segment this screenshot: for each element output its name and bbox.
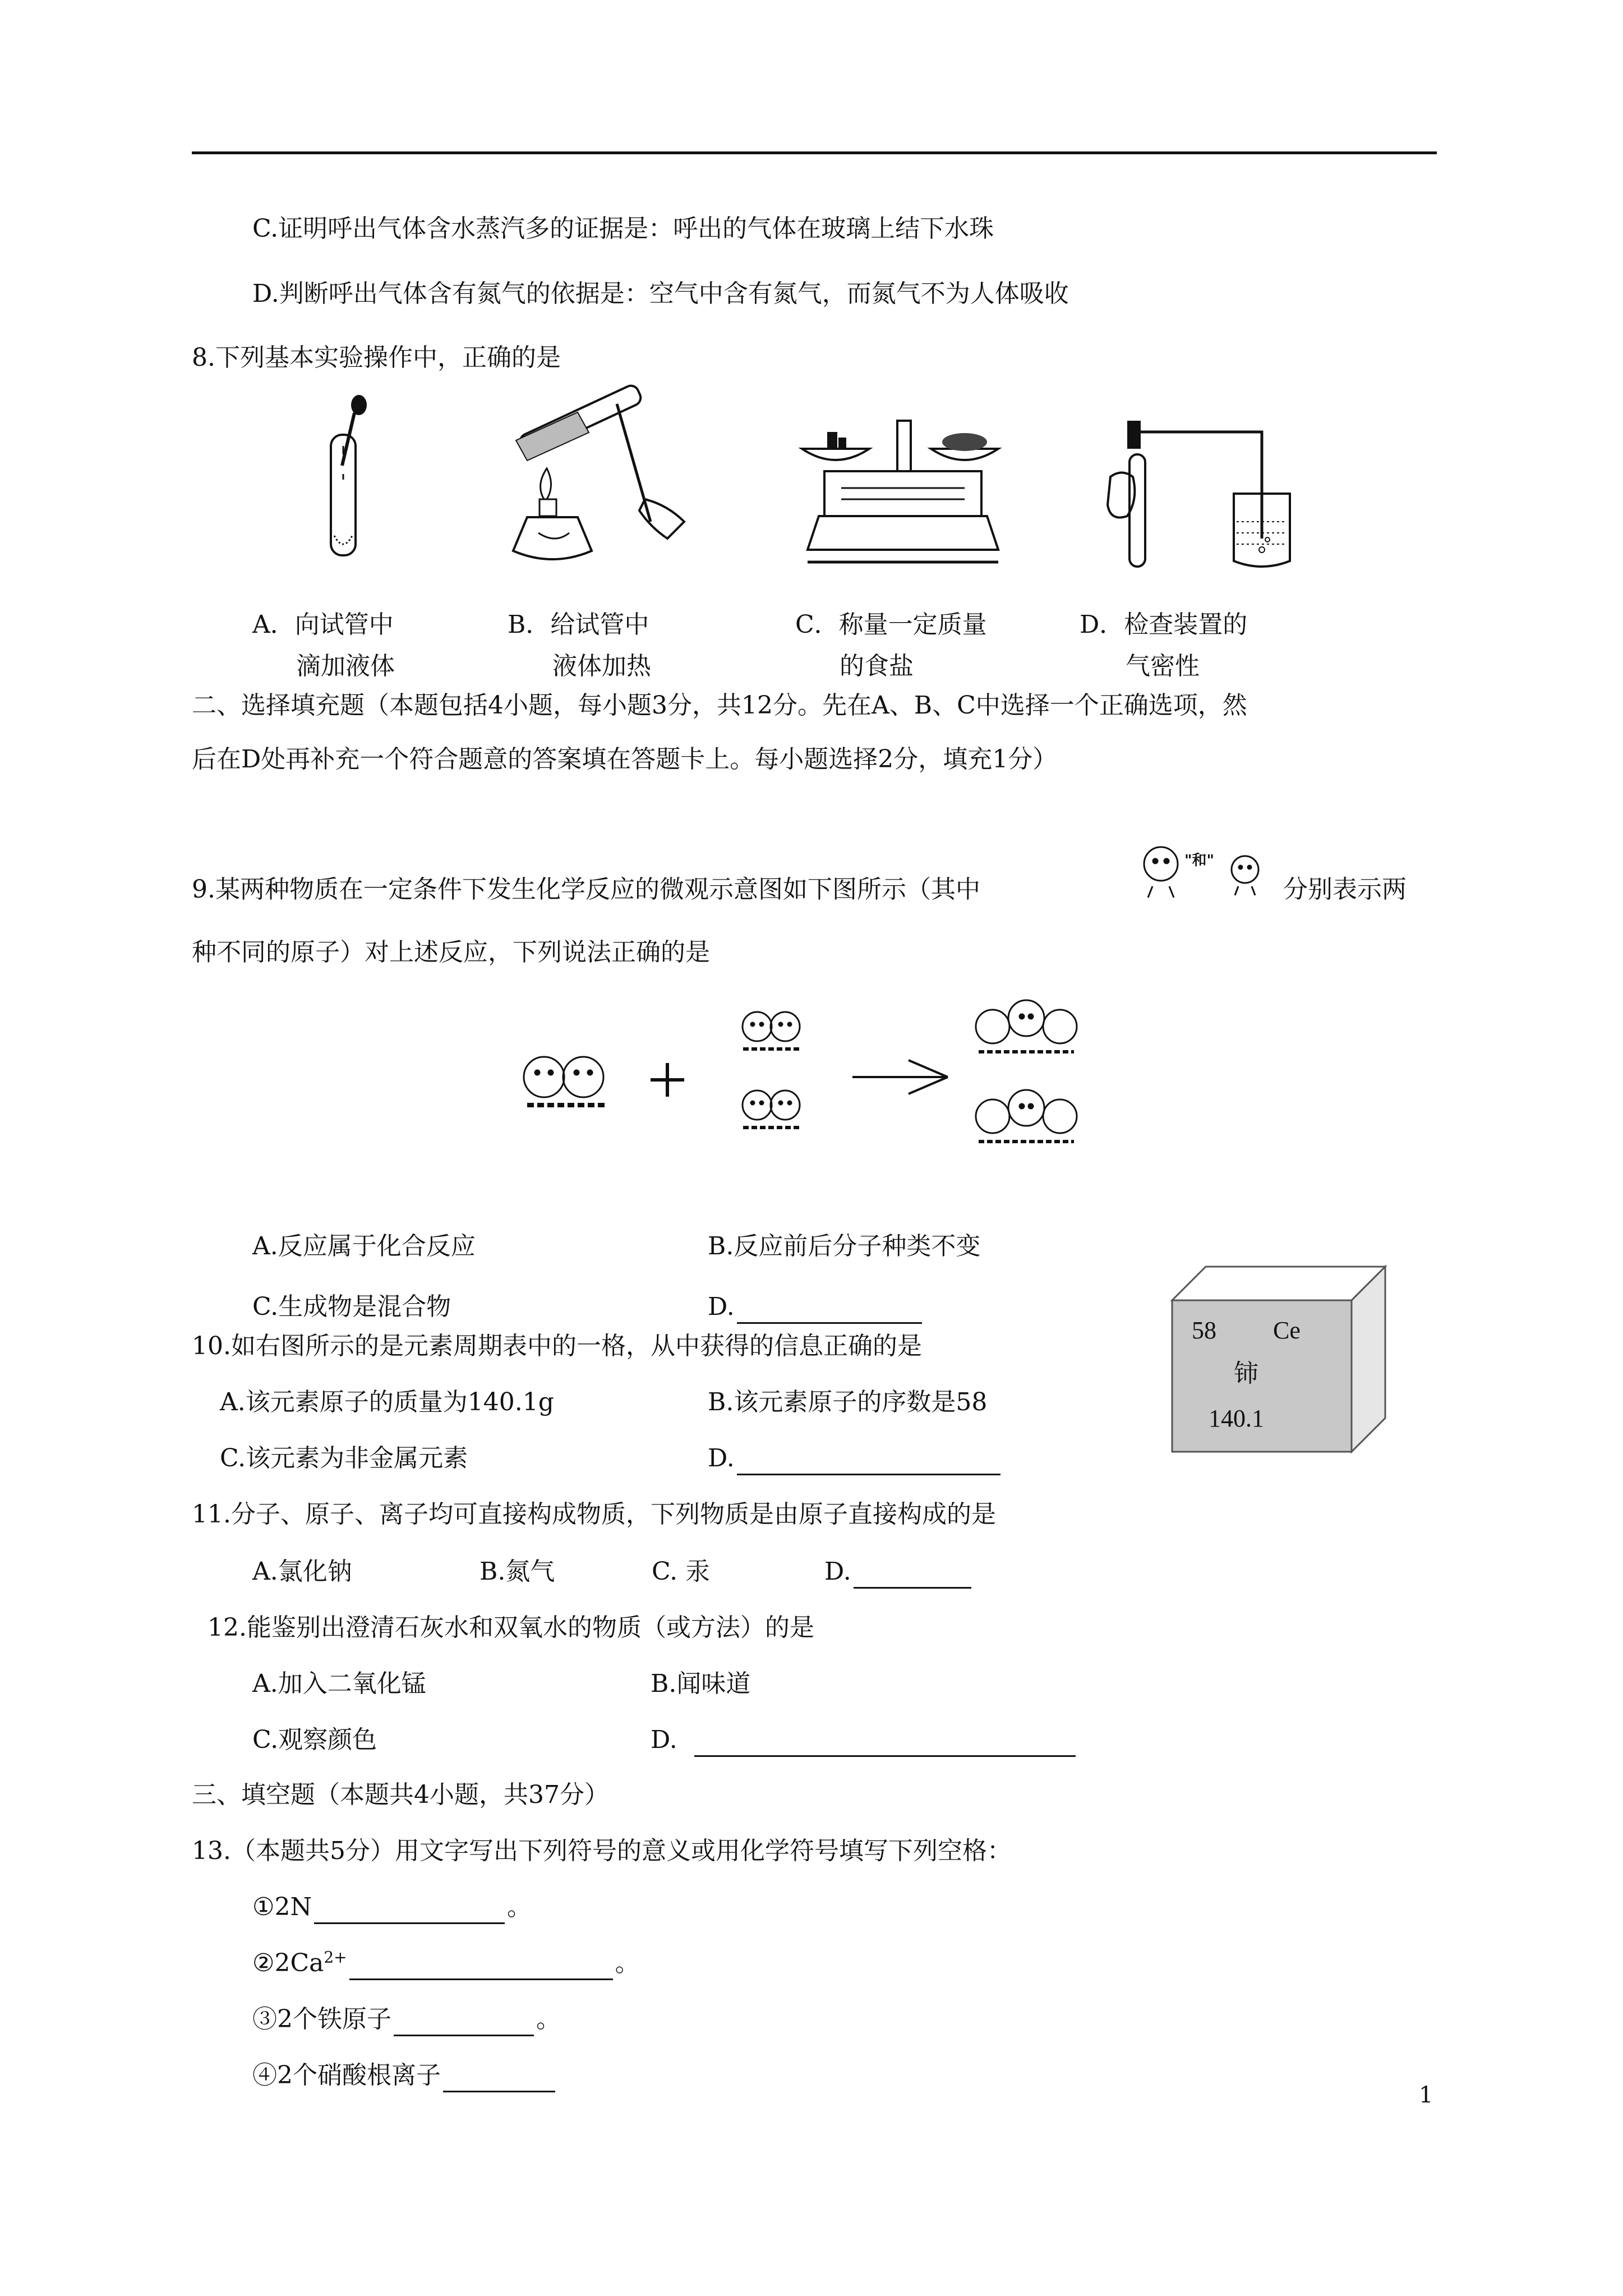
- q9-option-c: C.生成物是混合物: [252, 1292, 451, 1321]
- q8-option-a-line2: 滴加液体: [296, 652, 395, 680]
- q11-option-b: B.氮气: [479, 1557, 555, 1586]
- cell-atomic-mass: 140.1: [1209, 1405, 1264, 1432]
- q13-stem: 13.（本题共5分）用文字写出下列符号的意义或用化学符号填写下列空格：: [192, 1837, 1012, 1865]
- q13-item-3-blank[interactable]: [394, 2009, 534, 2036]
- q9-option-d: [708, 1290, 924, 1324]
- q13-item-4-blank[interactable]: [443, 2065, 555, 2092]
- page-number: 1: [1419, 2082, 1433, 2108]
- q9-option-b: B.反应前后分子种类不变: [708, 1232, 981, 1260]
- q13-item-2-charge: 2+: [324, 1948, 347, 1967]
- q10-option-d-label: D.: [708, 1444, 735, 1473]
- cell-symbol: Ce: [1273, 1317, 1301, 1344]
- q9-stem-part3: 种不同的原子）对上述反应，下列说法正确的是: [192, 938, 710, 967]
- plus-sign: [651, 1063, 684, 1097]
- reaction-micro-diagram: [505, 993, 1122, 1195]
- reactant-molecule-2: [743, 1012, 800, 1128]
- q11-option-d-label: D.: [824, 1557, 851, 1586]
- q8-option-c-line1: C．称量一定质量: [795, 610, 987, 639]
- periodic-table-cell: [1172, 1267, 1385, 1457]
- reactant-molecule-1: [524, 1057, 606, 1105]
- q9-answer-blank[interactable]: [737, 1296, 922, 1324]
- atom-legend-figure: [1133, 830, 1279, 909]
- q13-item-4-label: ④2个硝酸根离子: [252, 2061, 441, 2090]
- q13-item-2-blank[interactable]: [349, 1953, 613, 1980]
- q12-option-b: B.闻味道: [651, 1669, 751, 1698]
- q11-stem: 11.分子、原子、离子均可直接构成物质，下列物质是由原子直接构成的是: [192, 1500, 996, 1529]
- q11-option-a: A.氯化钠: [252, 1557, 352, 1586]
- q10-option-d: [708, 1442, 1003, 1475]
- q8-option-a-line1: A．向试管中: [252, 610, 394, 639]
- section3-title: 三、填空题（本题共4小题，共37分）: [192, 1780, 609, 1809]
- q12-option-c: C.观察颜色: [252, 1726, 377, 1754]
- airtightness-check-figure: [1099, 415, 1301, 572]
- heating-test-tube-figure: [505, 387, 690, 572]
- section2-instructions-line2: 后在D处再补充一个符合题意的答案填在答题卡上。每小题选择2分，填充1分）: [192, 745, 1058, 774]
- cell-element-name: 铈: [1234, 1359, 1258, 1388]
- q11-option-d: [824, 1555, 974, 1589]
- q8-option-c-line2: 的食盐: [840, 652, 914, 680]
- q7-option-c: C.证明呼出气体含水蒸汽多的证据是：呼出的气体在玻璃上结下水珠: [252, 214, 994, 243]
- q13-item-3-label: ③2个铁原子: [252, 2005, 391, 2033]
- q8-option-b-line1: B．给试管中: [508, 610, 649, 639]
- q8-option-b-line2: 液体加热: [552, 652, 651, 680]
- q10-option-c: C.该元素为非金属元素: [220, 1444, 468, 1473]
- q12-option-a: A.加入二氧化锰: [252, 1669, 426, 1698]
- q10-stem: 10.如右图所示的是元素周期表中的一格，从中获得的信息正确的是: [192, 1332, 922, 1360]
- q8-stem: 8.下列基本实验操作中，正确的是: [192, 343, 561, 372]
- q13-item-1-period: 。: [506, 1893, 532, 1921]
- q9-option-a: A.反应属于化合反应: [252, 1232, 476, 1260]
- q12-answer-blank[interactable]: [694, 1729, 1076, 1757]
- q13-item-2-label: ②2Ca: [252, 1949, 324, 1977]
- q11-answer-blank[interactable]: [854, 1561, 971, 1589]
- legend-and-text: "和": [1184, 852, 1215, 869]
- q8-option-d-line1: D．检查装置的: [1080, 610, 1248, 639]
- q13-item-1: [252, 1890, 532, 1924]
- q12-option-d-label: D.: [651, 1726, 677, 1754]
- q9-stem-part2: 分别表示两: [1283, 875, 1407, 904]
- q13-item-3-period: 。: [536, 2005, 561, 2033]
- reaction-arrow: [852, 1060, 948, 1094]
- q12-stem: 12.能鉴别出澄清石灰水和双氧水的物质（或方法）的是: [208, 1613, 814, 1642]
- q10-option-b: B.该元素原子的序数是58: [708, 1388, 988, 1416]
- q13-item-3: [252, 2003, 561, 2036]
- q10-option-a: A.该元素原子的质量为140.1g: [220, 1388, 554, 1416]
- q10-answer-blank[interactable]: [737, 1448, 1000, 1475]
- q13-item-1-label: ①2N: [252, 1893, 312, 1921]
- q13-item-2-period: 。: [615, 1949, 640, 1977]
- q9-option-d-label: D.: [708, 1292, 735, 1321]
- q12-option-d: [651, 1723, 1078, 1757]
- product-molecules: [976, 1000, 1077, 1142]
- q13-item-2: [252, 1947, 640, 1980]
- section2-instructions-line1: 二、选择填充题（本题包括4小题，每小题3分，共12分。先在A、B、C中选择一个正确选项，然: [192, 691, 1247, 720]
- q13-item-1-blank[interactable]: [314, 1897, 505, 1924]
- balance-scale-figure: [796, 415, 1009, 578]
- dropper-test-tube-figure: [314, 393, 393, 572]
- q7-option-d: D.判断呼出气体含有氮气的依据是：空气中含有氮气，而氮气不为人体吸收: [252, 279, 1069, 308]
- header-rule: [192, 151, 1437, 154]
- q9-stem-part1: 9.某两种物质在一定条件下发生化学反应的微观示意图如下图所示（其中: [192, 875, 980, 904]
- q13-item-4: [252, 2059, 557, 2092]
- cell-atomic-number: 58: [1192, 1317, 1216, 1344]
- q11-option-c: C. 汞: [652, 1557, 711, 1586]
- q8-option-d-line2: 气密性: [1126, 652, 1200, 680]
